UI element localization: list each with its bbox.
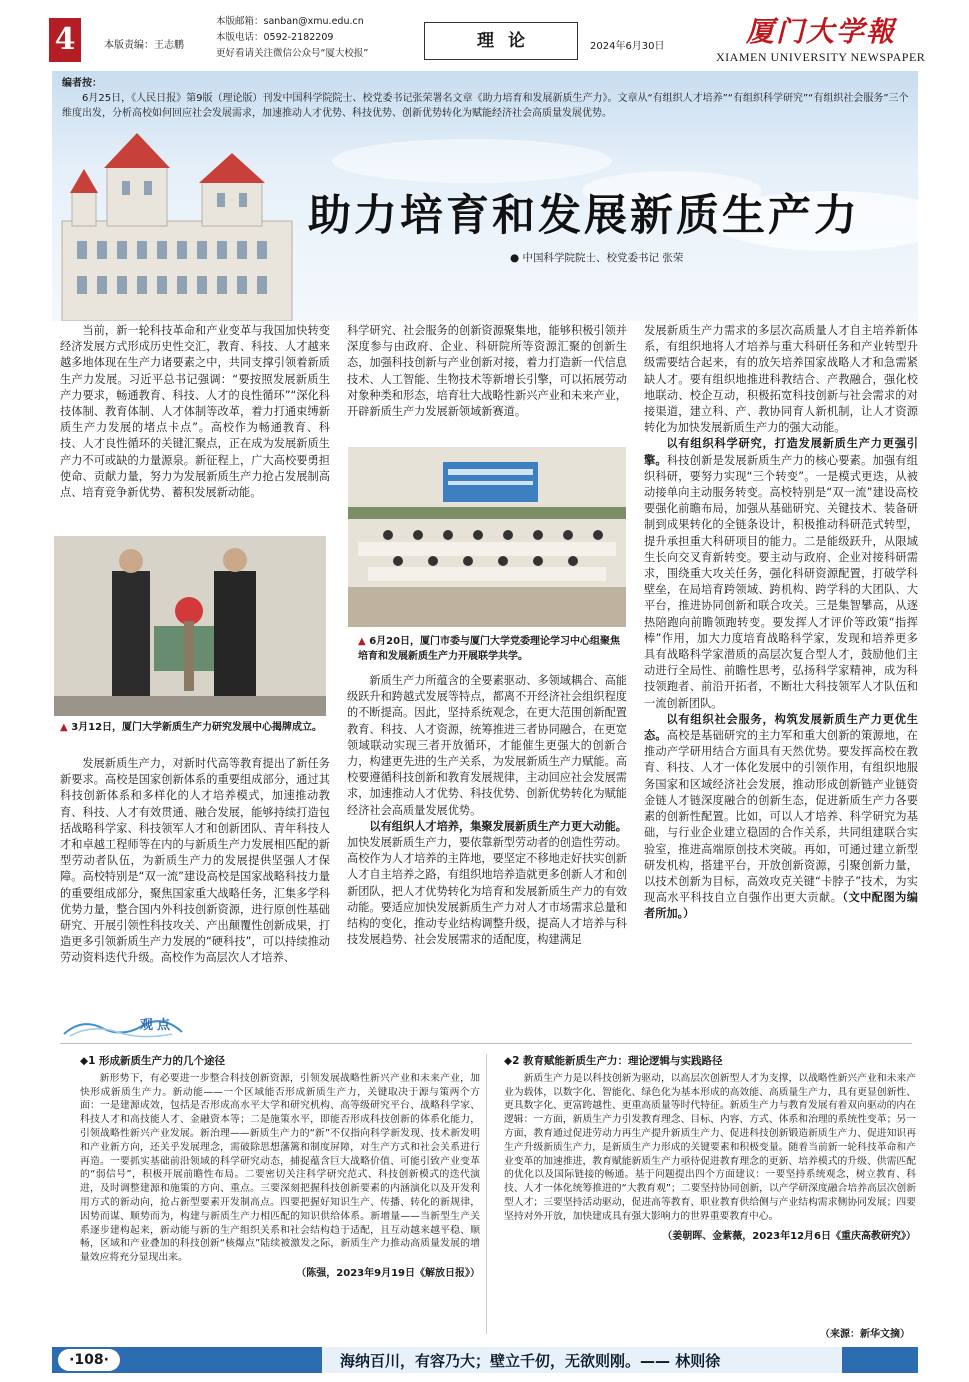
viewpoint-item-1-text: 新形势下，有必要进一步整合科技创新资源，引领发展战略性新兴产业和未来产业，加快形成新质生产力。新动能——一个区域能否形成新质生产力，关键取决于源与策两个方面：一是建源成效，包括是否形成高水平大学和研究机构、高等级研究平台、战略科学家、科技人才和高技能人才、金融资本等；二是施策水平，即能否形成科技创新的体系化能力，引领战略性新兴产业发展。新治理——新质生产力的“新”不仅指向科学新发现、技术新发明和产业新方向，还关乎发展理念，需破除思想藩篱和制度屏障，对生产方式和社会关系进行再造。一要抓实基础前沿领域的科学研究动态，捕捉蕴含巨大战略价值、可能引致产业变革的“弱信号”，积极开展前瞻性布局。二要密切关注科学研究范式、科技创新模式的迭代演进，及时调整建源和施策的方向、重点。三要深刻把握科技创新要素的内涵演化以及开发利用方式的新动向，抢占新型要素开发制高点。四要把握好知识生产、传播、转化的新规律，因势而谋、顺势而为，构建与新质生产力相匹配的知识供给体系。新增量——当新型生产关系逐步建构起来，新动能与新的生产组织关系和社会结构趋于适配，且互动越来越平稳、顺畅，区域和产业叠加的科技创新“核爆点”陆续被激发之际，新质生产力推动高质量发展的增量效应将充分显现出来。 [80, 1072, 480, 1264]
paragraph: 科学研究、社会服务的创新资源聚集地，能够积极引领并深度参与由政府、企业、科研院所等资源汇聚的创新生态，加强科技创新与产业创新对接，着力打造新一代信息技术、人工智能、生物技术等新增长引擎，可以拓展劳动对象种类和形态，培育壮大战略性新兴产业和未来产业，开辟新质生产力发展新领域新赛道。 [347, 324, 627, 419]
photo-center-unveiling [54, 536, 326, 716]
paragraph [644, 712, 918, 923]
paragraph [644, 436, 918, 711]
paragraph: 发展新质生产力，对新时代高等教育提出了新任务新要求。高校是国家创新体系的重要组成部分，通过其科技创新体系和多样化的人才培养模式，加速推动教育、科技、人才有效贯通、融合发展，能够持续打造包括战略科学家、科技领军人才和创新团队、青年科技人才和卓越工程师等在内的与新质生产力发展相匹配的新型劳动者队伍，为新质生产力的发展提供坚强人才保障。高校特别是“双一流”建设高校是国家战略科技力量的重要组成部分，聚焦国家重大战略任务，汇集多学科优势力量，整合国内外科技创新资源，进行原创性基础研究、开展引领性科技攻关、产出颠覆性创新成果，打造更多引领新质生产力发展的“硬科技”，可以持续推动劳动资料迭代升级。高校作为高层次人才培养、 [60, 757, 330, 965]
paragraph: 发展新质生产力需求的多层次高质量人才自主培养新体系，有组织地将人才培养与重大科研任务和产业转型升级需要结合起来，有的放矢培养国家战略人才和急需紧缺人才。要有组织地推进科教结合、产教融合，强化校地联动、校企互动，积极拓宽科技创新与社会需求的对接渠道，建立科、产、教协同育人新机制，让人才资源转化为加快发展新质生产力的强大动能。 [644, 324, 918, 435]
paragraph-text: 加快发展新质生产力，要依靠新型劳动者的创造性劳动。高校作为人才培养的主阵地，要坚定不移地走好扶实创新人才自主培养之路，有组织地培养造就更多创新人才和创新团队，把人才优势转化为培育和发展新质生产力的有效动能。要适应加快发展新质生产力对人才市场需求总量和结构的变化，推动专业结构调整升级，提高人才培养与科技发展趋势、社会发展需求的适配度，构建满足 [347, 836, 627, 947]
contact-email: 本版邮箱：sanban@xmu.edu.cn [216, 16, 364, 27]
viewpoint-label: 观点 [140, 1018, 175, 1033]
viewpoint-item-1-source: （陈强，2023年9月19日《解放日报》） [296, 1267, 480, 1279]
article-col-1-bottom [60, 756, 330, 967]
contact-phone: 本版电话：0592-2182209 [216, 32, 334, 43]
masthead-logo: 厦门大学報 [746, 15, 897, 48]
caption-1-text: 3月12日，厦门大学新质生产力研究发展中心揭牌成立。 [71, 722, 323, 733]
meeting-photo-illustration [348, 447, 626, 627]
image-credit: （文中配图为编者所加。） [644, 891, 918, 921]
editor-info: 本版责编：王志鹏 [104, 40, 184, 51]
contact-wechat: 更好看请关注微信公众号“厦大校报” [216, 48, 369, 59]
photo-study-session [348, 447, 626, 627]
section-title: 理论 [424, 22, 578, 60]
caption-2 [358, 634, 628, 664]
masthead-english: XIAMEN UNIVERSITY NEWSPAPER [716, 50, 926, 64]
paragraph: 新质生产力所蕴含的全要素驱动、多领域耦合、高能级跃升和跨越式发展等特点，都离不开经济社会组织程度的不断提高。因此，坚持系统观念，在更大范围创新配置教育、科技、人才资源，统筹推进三者协同融合，在更宽领域联动实现三者开放循环，才能催生更强大的创新合力，构建更先进的生产关系，为发展新质生产力赋能。高校要遵循科技创新和教育发展规律，主动回应社会发展需求，加速推动人才优势、科技优势、创新优势转化为赋能经济社会高质量发展优势。 [347, 674, 627, 817]
editor-note-label: 编者按： [62, 78, 102, 89]
paragraph-text: 高校是基础研究的主力军和重大创新的策源地，在推动产学研用结合方面具有天然优势。要发挥高校在教育、科技、人才一体化发展中的引领作用，有组织地服务国家和区域经济社会发展，推动形成创新链产业链资金链人才链深度融合的创新生态，促进新质生产力各要素的创新性配置。比如，可以人才培养、科学研究为基础，与行业企业建立稳固的合作关系，共同组建联合实验室，推进高端原创技术突破。再如，可通过建立新型研发机构，搭建平台，开放创新资源，引聚创新力量，以技术创新为目标，高效攻克关键“卡脖子”技术，为实现高水平科技自立自强作出更大贡献。 [644, 729, 918, 905]
viewpoint-item-1 [80, 1055, 480, 1281]
caption-2-text: 6月20日，厦门市委与厦门大学党委理论学习中心组聚焦培育和发展新质生产力开展联学共学。 [358, 636, 621, 662]
viewpoint-item-2-title: ◆2 教育赋能新质生产力：理论逻辑与实践路径 [504, 1055, 723, 1067]
caption-1 [60, 720, 328, 735]
footer-quote: 海纳百川，有容乃大；壁立千仞，无欲则刚。—— 林则徐 [340, 1352, 721, 1370]
subhead: 以有组织社会服务，构筑发展新质生产力更优生态。 [644, 712, 918, 743]
issue-date: 2024年6月30日 [590, 41, 665, 52]
article-title: 助力培育和发展新质生产力 [308, 191, 860, 241]
viewpoint-item-1-title: ◆1 形成新质生产力的几个途径 [80, 1055, 226, 1067]
paragraph [347, 819, 627, 949]
source-xinhua: （来源：新华文摘） [820, 1329, 910, 1340]
paragraph-text: 科技创新是发展新质生产力的核心要素。加强有组织科研，要努力实现“三个转变”。一是模式更迭，从被动接单向主动服务转变。高校特别是“双一流”建设高校要强化前瞻布局，加强从基础研究、关键技术、装备研制到成果转化的全链条设计，积极推动科研范式转型，提升承担重大科研项目的能力。二是能级跃升，从限域生长向交叉育新转变。要主动与政府、企业对接科研需求，围绕重大攻关任务，强化科研资源配置，打破学科壁垒，在局培育跨领域、跨机构、跨学科的大团队、大平台，推进协同创新和联合攻关。三是集智攀高，从逐热陪跑向前瞻领跑转变。要发挥人才评价等政策“指挥棒”作用，加大力度培育战略科学家，发现和培养更多具有战略科学家潜质的高层次复合型人才，鼓励他们主动进行全局性、前瞻性思考，弘扬科学家精神，成为科技领跑者、前沿开拓者，不断壮大科技领军人才队伍和一流创新团队。 [644, 453, 918, 710]
triangle-icon: ▲ [358, 636, 366, 647]
editor-note [62, 76, 912, 121]
article-col-1-top [60, 323, 330, 501]
article-col-2-top [347, 323, 627, 420]
footer-page-number: ·108· [58, 1349, 120, 1371]
article-col-2-bottom [347, 673, 627, 948]
editor-note-text: 6月25日，《人民日报》第9版（理论版）刊发中国科学院院士、校党委书记张荣署名文章《助力培育和发展新质生产力》。文章从“有组织人才培养”“有组织科学研究”“有组织社会服务”三个维度出发，分析高校如何回应社会发展需求，加速推动人才优势、科技优势、创新优势转化为赋能经济社会高质量发展优势。 [62, 93, 909, 119]
subhead: 以有组织人才培养，集聚发展新质生产力更大动能。 [369, 819, 627, 833]
column-divider [486, 1054, 487, 1334]
subhead: 以有组织科学研究，打造发展新质生产力更强引擎。 [644, 437, 918, 467]
paragraph: 当前，新一轮科技革命和产业变革与我国加快转变经济发展方式形成历史性交汇，教育、科技、人才越来越多地体现在生产力诸要素之中，共同支撑引领着新质生产力发展。习近平总书记强调：“要按照发展新质生产力要求，畅通教育、科技、人才的良性循环”“深化科技体制、教育体制、人才体制等改革，着力打通束缚新质生产力发展的堵点卡点”。高校作为畅通教育、科技、人才良性循环的关键汇聚点，正在成为发展新质生产力不可或缺的力量源泉。新征程上，广大高校要勇担使命、贡献力量，努力为发展新质生产力抢占发展制高点、培育竞争新优势、蓄积发展新动能。 [60, 324, 330, 500]
article-col-3 [644, 323, 918, 923]
viewpoint-item-2-text: 新质生产力是以科技创新为驱动，以高层次创新型人才为支撑，以战略性新兴产业和未来产业为载体，以数字化、智能化、绿色化为基本形成的高效能、高质量生产力，具有更显创新性、更具数字化、更富跨越性、更重高质量等时代特征。新质生产力与教育发展有着双向驱动的内在逻辑：一方面，新质生产力引发教育理念、目标、内容、方式、体系和治理的系统性变革；另一方面，教育通过促进劳动力再生产提升新质生产力、促进科技创新锻造新质生产力、促进知识再生产升级新质生产力，是新质生产力形成的关键要素和积极变量。随着当前新一轮科技革命和产业变革的加速推进，教育赋能新质生产力亟待促进教育理念的更新、培养模式的升级、供需匹配的优化以及国际链接的畅通。基于问题提出四个方面建议：一要坚持系统观念，树立教育、科技、人才一体化统筹推进的“大教育观”；二要坚持协同创新，以产学研深度融合培养高层次创新型人才；三要坚持活动驱动，促进高等教育、职业教育供给侧与产业结构需求侧协同发展；四要坚持对外开放，加快建成具有强大影响力的世界重要教育中心。 [504, 1072, 916, 1222]
triangle-icon: ▲ [60, 722, 68, 733]
viewpoint-divider [60, 1043, 912, 1044]
viewpoint-item-2 [504, 1055, 916, 1243]
unveiling-photo-illustration [54, 536, 326, 716]
page-number: 4 [49, 18, 81, 62]
contact-info [216, 14, 368, 62]
article-byline: ● 中国科学院院士、校党委书记 张荣 [510, 252, 684, 264]
viewpoint-item-2-source: （姜朝晖、金紫薇，2023年12月6日《重庆高教研究》） [662, 1230, 916, 1242]
